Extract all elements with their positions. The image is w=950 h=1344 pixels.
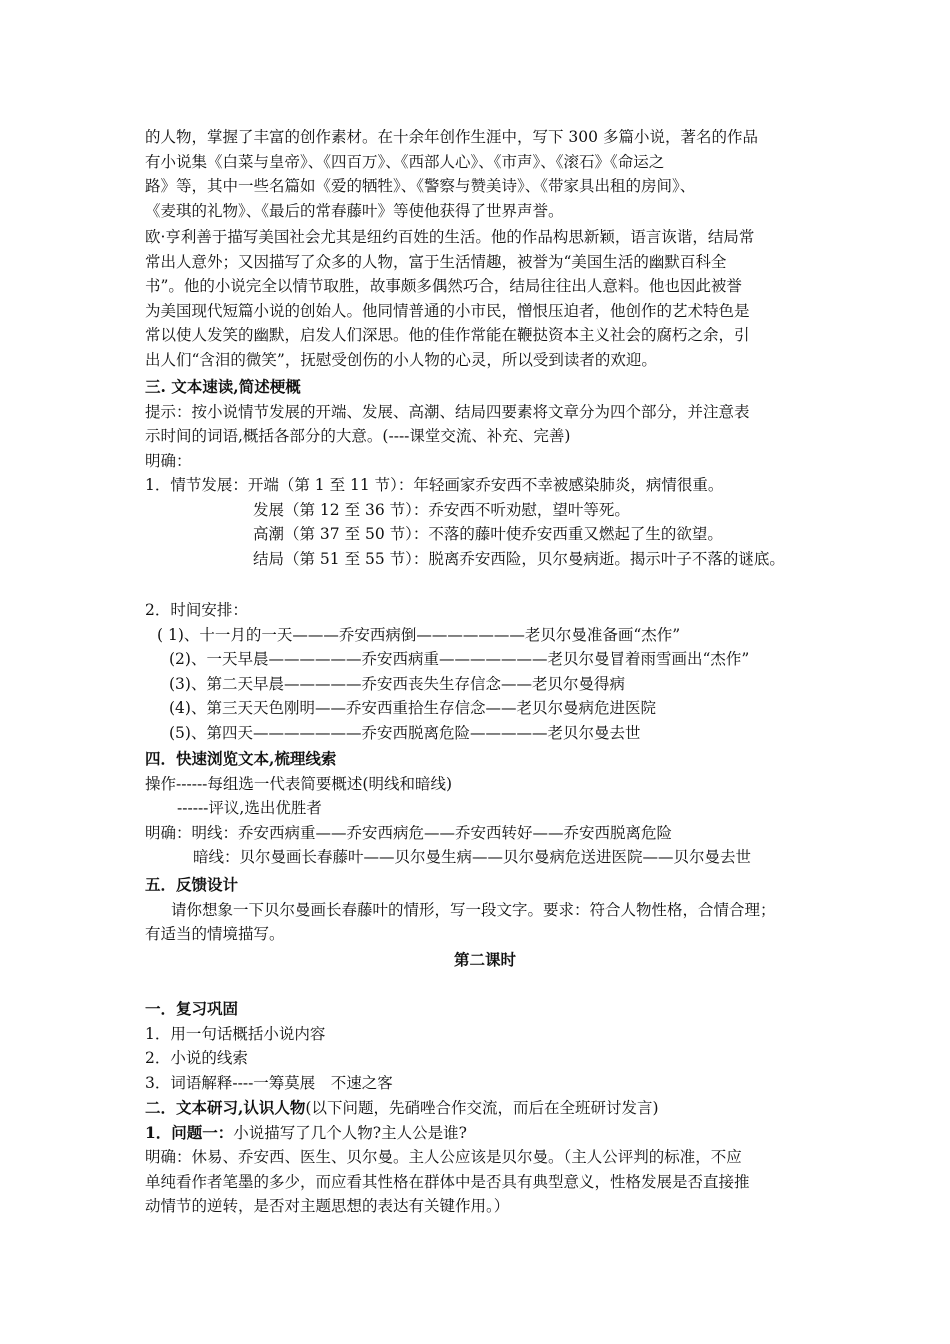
- text-line: 动情节的逆转，是否对主题思想的表达有关键作用。）: [145, 1197, 510, 1215]
- lesson-title-text: 第二课时: [453, 950, 516, 969]
- plot-item: 高潮（第 37 至 50 节）：不落的藤叶使乔安西重又燃起了生的欲望。: [253, 525, 723, 543]
- question-label: 1．问题一：: [145, 1122, 234, 1142]
- section-heading: [145, 1096, 825, 1121]
- text-line: 单纯看作者笔墨的多少，而应看其性格在群体中是否具有典型意义，性格发展是否直接推: [145, 1172, 750, 1191]
- text-line: 操作------每组选一代表简要概述(明线和暗线): [145, 774, 453, 793]
- intro-paragraph: [145, 125, 825, 223]
- text-line: 常出人意外；又因描写了众多的人物，富于生活情趣，被誉为“美国生活的幽默百科全: [145, 252, 727, 271]
- study-section: [145, 1096, 825, 1219]
- section-heading: 一．复习巩固: [145, 999, 239, 1018]
- question-text: 小说描写了几个人物?主人公是谁?: [233, 1123, 467, 1142]
- time-item: (2)、一天早晨——————乔安西病重———————老贝尔曼冒着雨雪画出“杰作”: [169, 650, 750, 668]
- question-line: [145, 1121, 825, 1146]
- section-heading: 五．反馈设计: [145, 875, 239, 894]
- text-line: ------评议,选出优胜者: [177, 799, 322, 817]
- text-line: 明确：: [145, 451, 192, 470]
- list-item: 3．词语解释----一筹莫展 不速之客: [145, 1073, 393, 1092]
- section-heading: 三. 文本速读,简述梗概: [145, 377, 301, 396]
- section-heading: 四．快速浏览文本,梳理线索: [145, 749, 337, 768]
- plot-item: 1．情节发展：开端（第 1 至 11 节）：年轻画家乔安西不幸被感染肺炎，病情很重。: [145, 476, 724, 494]
- text-line: 暗线：贝尔曼画长春藤叶——贝尔曼生病——贝尔曼病危送进医院——贝尔曼去世: [193, 848, 752, 866]
- text-line: 的人物，掌握了丰富的创作素材。在十余年创作生涯中，写下 300 多篇小说，著名的作品: [145, 128, 758, 146]
- plot-item: 发展（第 12 至 36 节）：乔安西不听劝慰，望叶等死。: [253, 500, 630, 519]
- review-section: [145, 997, 825, 1095]
- text-line: 《麦琪的礼物》、《最后的常春藤叶》等使他获得了世界声誉。: [145, 201, 564, 220]
- heading-rest: (以下问题，先硝唑合作交流，而后在全班研讨发言): [305, 1099, 659, 1117]
- text-line: 为美国现代短篇小说的创始人。他同情普通的小市民，憎恨压迫者，他创作的艺术特色是: [145, 301, 750, 320]
- heading-bold: 二．文本研习,认识人物: [145, 1098, 306, 1117]
- plot-item: 结局（第 51 至 55 节）：脱离乔安西险，贝尔曼病逝。揭示叶子不落的谜底。: [253, 549, 785, 568]
- list-item: 1．用一句话概括小说内容: [145, 1024, 326, 1043]
- text-line: 有小说集《白菜与皇帝》、《四百万》、《西部人心》、《市声》、《滚石》《命运之: [145, 152, 665, 171]
- text-line: 欧·亨利善于描写美国社会尤其是纽约百姓的生活。他的作品构思新颖，语言诙谐，结局常: [145, 228, 755, 246]
- time-item: (3)、第二天早晨—————乔安西丧失生存信念——老贝尔曼得病: [169, 674, 625, 693]
- text-line: 提示：按小说情节发展的开端、发展、高潮、结局四要素将文章分为四个部分，并注意表: [145, 402, 750, 421]
- lesson-title: [145, 948, 825, 973]
- section-5: [145, 873, 825, 947]
- style-paragraph: [145, 225, 825, 372]
- time-item: ( 1)、十一月的一天———乔安西病倒———————老贝尔曼准备画“杰作”: [157, 625, 681, 644]
- text-line: 路》等，其中一些名篇如《爱的牺牲》、《警察与赞美诗》、《带家具出租的房间》、: [145, 177, 696, 195]
- text-line: 有适当的情境描写。: [145, 925, 285, 943]
- list-item: 2．小说的线索: [145, 1049, 248, 1067]
- text-line: 请你想象一下贝尔曼画长春藤叶的情形，写一段文字。要求：符合人物性格，合情合理；: [171, 900, 776, 919]
- time-item: (4)、第三天天色刚明——乔安西重拾生存信念——老贝尔曼病危进医院: [169, 699, 656, 717]
- time-title: 2．时间安排：: [145, 601, 248, 619]
- text-line: 明确：明线：乔安西病重——乔安西病危——乔安西转好——乔安西脱离危险: [145, 823, 673, 842]
- text-line: 书”。他的小说完全以情节取胜，故事颇多偶然巧合，结局往往出人意料。他也因此被誉: [145, 277, 742, 295]
- time-item: (5)、第四天———————乔安西脱离危险—————老贝尔曼去世: [169, 723, 641, 742]
- time-arrangement: [145, 598, 825, 745]
- text-line: 示时间的词语,概括各部分的大意。(----课堂交流、补充、完善): [145, 427, 571, 445]
- text-line: 明确：休易、乔安西、医生、贝尔曼。主人公应该是贝尔曼。（主人公评判的标准，不应: [145, 1148, 742, 1166]
- section-3: [145, 375, 825, 571]
- section-4: [145, 747, 825, 870]
- text-line: 常以使人发笑的幽默，启发人们深思。他的佳作常能在鞭挞资本主义社会的腐朽之余，引: [145, 326, 750, 344]
- text-line: 出人们“含泪的微笑”，抚慰受创伤的小人物的心灵，所以受到读者的欢迎。: [145, 350, 657, 369]
